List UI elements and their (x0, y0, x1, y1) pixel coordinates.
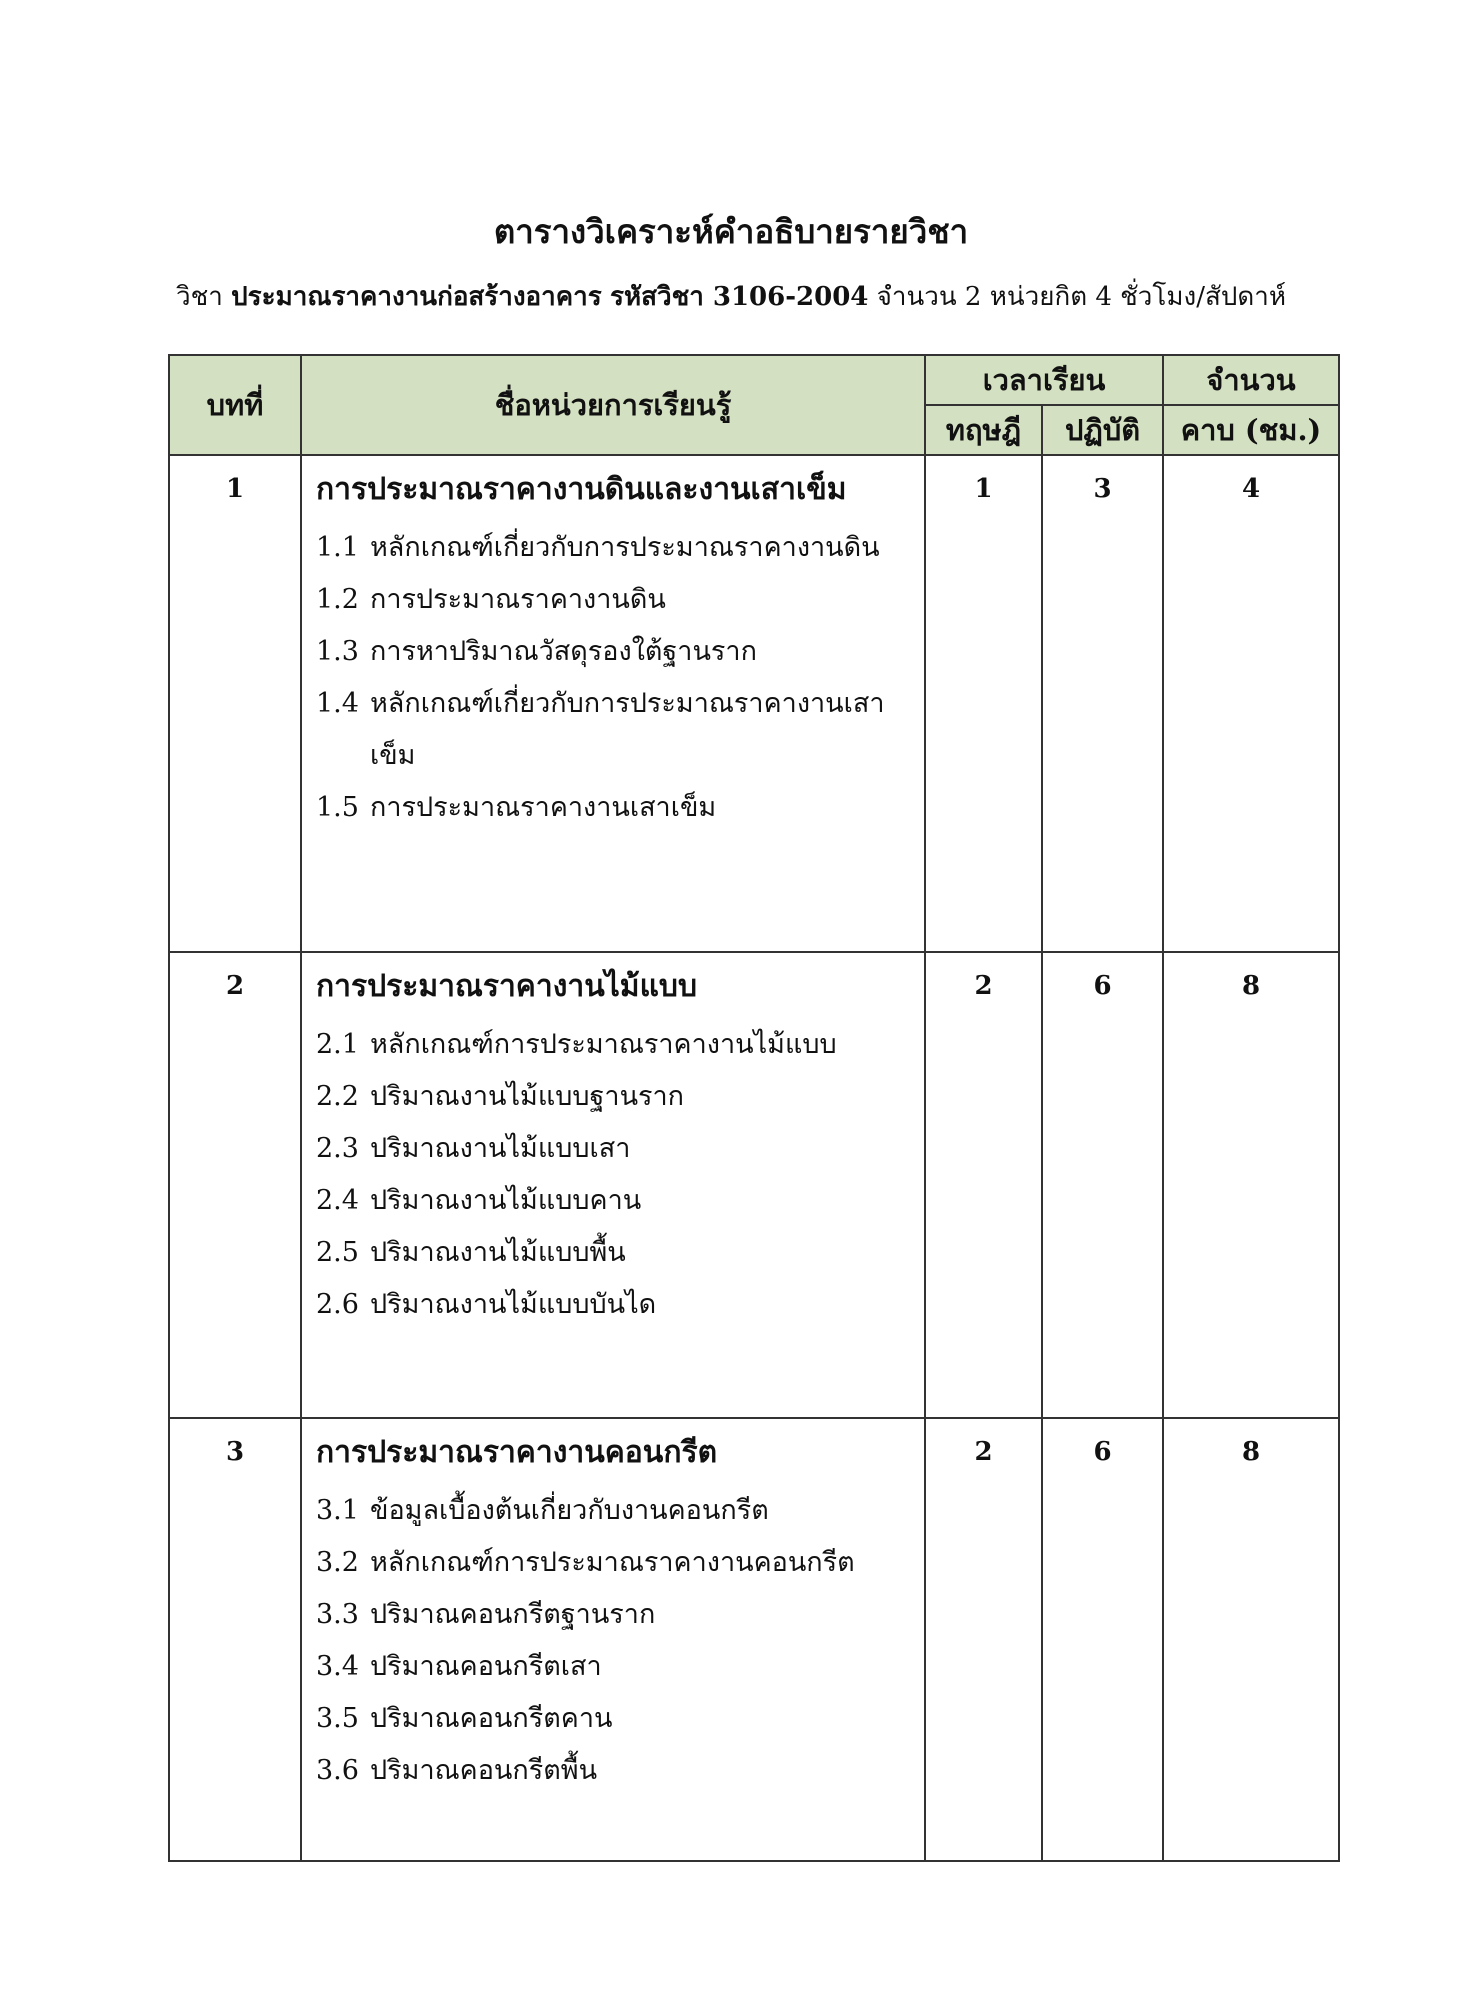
list-item (316, 1693, 916, 1745)
item-text: ปริมาณงานไม้แบบฐานราก (370, 1081, 685, 1112)
practice-hours: 3 (1042, 455, 1163, 952)
theory-hours: 2 (925, 1418, 1042, 1861)
item-number: 3.3 (316, 1599, 359, 1630)
item-text: ปริมาณคอนกรีตพื้น (370, 1755, 598, 1786)
item-text: การประมาณราคางานเสาเข็ม (370, 792, 717, 823)
theory-hours: 1 (925, 455, 1042, 952)
list-item (316, 522, 916, 574)
unit-content (301, 455, 925, 952)
item-text: ปริมาณงานไม้แบบพื้น (370, 1237, 626, 1268)
practice-hours: 6 (1042, 1418, 1163, 1861)
theory-hours: 2 (925, 952, 1042, 1418)
item-text: หลักเกณฑ์เกี่ยวกับการประมาณราคางานดิน (370, 532, 880, 563)
list-item (316, 1641, 916, 1693)
item-text: ปริมาณงานไม้แบบคาน (370, 1185, 642, 1216)
list-item (316, 1175, 916, 1227)
list-item (316, 782, 916, 834)
table-row (169, 455, 1339, 952)
document-title: ตารางวิเคราะห์คำอธิบายรายวิชา (493, 212, 969, 251)
unit-title: การประมาณราคางานคอนกรีต (316, 1435, 718, 1470)
table-row (169, 952, 1339, 1418)
table-row (169, 1418, 1339, 1861)
item-number: 2.4 (316, 1185, 359, 1216)
total-hours: 8 (1163, 1418, 1339, 1861)
item-text: หลักเกณฑ์การประมาณราคางานคอนกรีต (370, 1547, 855, 1578)
chapter-number: 1 (169, 455, 301, 952)
total-hours: 4 (1163, 455, 1339, 952)
item-text: ปริมาณคอนกรีตฐานราก (370, 1599, 656, 1630)
header-study-time: เวลาเรียน (925, 355, 1163, 405)
unit-title: การประมาณราคางานดินและงานเสาเข็ม (316, 472, 847, 507)
item-text: ข้อมูลเบื้องต้นเกี่ยวกับงานคอนกรีต (370, 1495, 769, 1526)
item-text: หลักเกณฑ์การประมาณราคางานไม้แบบ (370, 1029, 837, 1060)
list-item (316, 1071, 916, 1123)
course-subtitle (0, 276, 1462, 317)
item-number: 1.2 (316, 584, 359, 615)
header-chapter: บทที่ (169, 355, 301, 455)
practice-hours: 6 (1042, 952, 1163, 1418)
item-number: 1.1 (316, 532, 359, 563)
item-number: 2.3 (316, 1133, 359, 1164)
item-text: ปริมาณงานไม้แบบเสา (370, 1133, 631, 1164)
list-item (316, 1123, 916, 1175)
chapter-number: 3 (169, 1418, 301, 1861)
list-item (316, 574, 916, 626)
item-number: 2.6 (316, 1289, 359, 1320)
item-number: 2.1 (316, 1029, 359, 1060)
item-number: 2.2 (316, 1081, 359, 1112)
subtitle-prefix: วิชา (176, 282, 223, 312)
course-name: ประมาณราคางานก่อสร้างอาคาร (231, 282, 602, 312)
list-item (316, 1019, 916, 1071)
unit-content (301, 952, 925, 1418)
list-item (316, 1227, 916, 1279)
list-item (316, 1745, 916, 1797)
course-credits: จำนวน 2 หน่วยกิต 4 ชั่วโมง/สัปดาห์ (876, 282, 1286, 312)
item-number: 3.5 (316, 1703, 359, 1734)
list-item (316, 1537, 916, 1589)
header-theory: ทฤษฎี (925, 405, 1042, 455)
list-item (316, 626, 916, 678)
item-number: 1.5 (316, 792, 359, 823)
header-practice: ปฏิบัติ (1042, 405, 1163, 455)
item-number: 3.1 (316, 1495, 359, 1526)
item-number: 2.5 (316, 1237, 359, 1268)
total-hours: 8 (1163, 952, 1339, 1418)
item-number: 3.6 (316, 1755, 359, 1786)
item-text: หลักเกณฑ์เกี่ยวกับการประมาณราคางานเสาเข็ม (370, 688, 885, 771)
item-text: ปริมาณคอนกรีตคาน (370, 1703, 613, 1734)
list-item (316, 1485, 916, 1537)
item-text: ปริมาณงานไม้แบบบันได (370, 1289, 657, 1320)
item-number: 3.2 (316, 1547, 359, 1578)
header-total-line1: จำนวน (1163, 355, 1339, 405)
item-number: 3.4 (316, 1651, 359, 1682)
unit-title: การประมาณราคางานไม้แบบ (316, 969, 698, 1004)
item-text: ปริมาณคอนกรีตเสา (370, 1651, 602, 1682)
list-item (316, 1589, 916, 1641)
chapter-number: 2 (169, 952, 301, 1418)
item-number: 1.4 (316, 688, 359, 719)
list-item (316, 678, 916, 782)
item-text: การหาปริมาณวัสดุรองใต้ฐานราก (370, 636, 757, 667)
header-total-line2: คาบ (ชม.) (1163, 405, 1339, 455)
course-analysis-table (168, 354, 1340, 1862)
course-code: รหัสวิชา 3106-2004 (610, 282, 869, 312)
list-item (316, 1279, 916, 1331)
header-row-1 (169, 355, 1339, 405)
header-unit-name: ชื่อหน่วยการเรียนรู้ (301, 355, 925, 455)
item-text: การประมาณราคางานดิน (370, 584, 666, 615)
unit-content (301, 1418, 925, 1861)
item-number: 1.3 (316, 636, 359, 667)
